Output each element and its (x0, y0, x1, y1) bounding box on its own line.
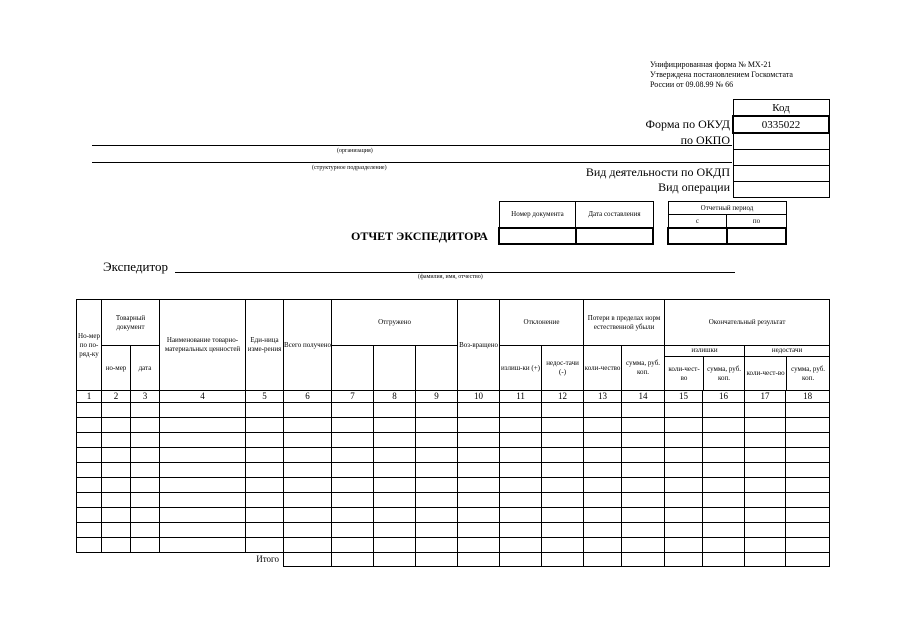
table-cell[interactable] (374, 403, 416, 418)
table-cell[interactable] (745, 418, 786, 433)
table-cell[interactable] (703, 463, 745, 478)
table-cell[interactable] (284, 478, 332, 493)
table-cell[interactable] (246, 403, 284, 418)
table-cell[interactable] (374, 478, 416, 493)
table-cell[interactable] (160, 493, 246, 508)
table-cell[interactable] (745, 448, 786, 463)
period-table (667, 201, 787, 245)
table-cell[interactable] (332, 463, 374, 478)
h-shipped-2[interactable] (374, 346, 416, 391)
total-row (77, 553, 830, 567)
table-cell[interactable] (745, 403, 786, 418)
table-cell[interactable] (542, 478, 584, 493)
org-extra-cell[interactable] (733, 150, 829, 166)
table-cell[interactable] (102, 418, 131, 433)
table-cell[interactable] (786, 478, 830, 493)
table-cell[interactable] (458, 403, 500, 418)
table-cell[interactable] (160, 403, 246, 418)
table-cell[interactable] (542, 463, 584, 478)
table-cell[interactable] (745, 433, 786, 448)
total-cell[interactable] (584, 553, 622, 567)
table-cell[interactable] (458, 538, 500, 553)
total-cell[interactable] (416, 553, 458, 567)
table-cell[interactable] (665, 493, 703, 508)
table-cell[interactable] (160, 508, 246, 523)
table-cell[interactable] (786, 403, 830, 418)
table-cell[interactable] (246, 463, 284, 478)
table-cell[interactable] (374, 463, 416, 478)
table-cell[interactable] (246, 493, 284, 508)
period-label: Отчетный период (668, 202, 786, 215)
table-cell[interactable] (458, 463, 500, 478)
column-number: 12 (542, 391, 584, 403)
table-cell[interactable] (542, 493, 584, 508)
table-cell[interactable] (542, 418, 584, 433)
table-cell[interactable] (786, 538, 830, 553)
table-cell[interactable] (332, 418, 374, 433)
period-to-cell[interactable] (727, 228, 786, 244)
table-cell[interactable] (246, 418, 284, 433)
okdp-label: Вид деятельности по ОКДП (585, 165, 730, 179)
table-cell[interactable] (665, 508, 703, 523)
table-cell[interactable] (542, 523, 584, 538)
table-cell[interactable] (703, 493, 745, 508)
table-cell[interactable] (786, 493, 830, 508)
table-cell[interactable] (416, 493, 458, 508)
table-cell[interactable] (77, 433, 102, 448)
total-cell[interactable] (374, 553, 416, 567)
h-shipped: Отгружено (332, 300, 458, 346)
table-cell[interactable] (416, 448, 458, 463)
table-cell[interactable] (745, 523, 786, 538)
table-cell[interactable] (665, 538, 703, 553)
table-cell[interactable] (416, 523, 458, 538)
table-cell[interactable] (374, 433, 416, 448)
table-cell[interactable] (584, 523, 622, 538)
column-number: 17 (745, 391, 786, 403)
table-cell[interactable] (665, 433, 703, 448)
doc-number-label: Номер документа (499, 202, 576, 228)
code-header: Код (733, 100, 829, 117)
table-cell[interactable] (500, 403, 542, 418)
table-cell[interactable] (786, 418, 830, 433)
table-cell[interactable] (102, 508, 131, 523)
column-number: 18 (786, 391, 830, 403)
h-doc-num: но-мер (102, 346, 131, 391)
table-cell[interactable] (542, 403, 584, 418)
table-cell[interactable] (77, 448, 102, 463)
h-unit: Еди-ница изме-рения (246, 300, 284, 391)
table-cell[interactable] (332, 508, 374, 523)
table-cell[interactable] (584, 463, 622, 478)
table-cell[interactable] (284, 508, 332, 523)
table-cell[interactable] (131, 418, 160, 433)
table-row (77, 403, 830, 418)
table-row (77, 523, 830, 538)
table-cell[interactable] (131, 493, 160, 508)
h-final-shortage-group (745, 346, 830, 391)
table-cell[interactable] (786, 448, 830, 463)
doc-date-label: Дата составления (576, 202, 653, 228)
h-doc-date: дата (131, 346, 160, 391)
column-number: 9 (416, 391, 458, 403)
table-cell[interactable] (665, 463, 703, 478)
table-row (77, 478, 830, 493)
table-cell[interactable] (703, 478, 745, 493)
table-cell[interactable] (131, 433, 160, 448)
column-number: 13 (584, 391, 622, 403)
column-number: 7 (332, 391, 374, 403)
table-cell[interactable] (703, 448, 745, 463)
table-cell[interactable] (131, 463, 160, 478)
form-approval: Утверждена постановлением Госкомстата (650, 70, 793, 79)
table-row (77, 538, 830, 553)
period-from-cell[interactable] (668, 228, 727, 244)
table-cell[interactable] (786, 508, 830, 523)
h-final-surplus-sum: сумма, руб. коп. (707, 364, 742, 382)
column-number: 10 (458, 391, 500, 403)
doc-number-cell[interactable] (499, 228, 576, 244)
total-cell[interactable] (284, 553, 332, 567)
table-cell[interactable] (500, 418, 542, 433)
table-cell[interactable] (131, 508, 160, 523)
table-cell[interactable] (160, 538, 246, 553)
table-cell[interactable] (416, 538, 458, 553)
column-number: 3 (131, 391, 160, 403)
table-cell[interactable] (332, 538, 374, 553)
table-cell[interactable] (374, 448, 416, 463)
period-from-label: с (668, 215, 727, 228)
table-cell[interactable] (703, 508, 745, 523)
table-cell[interactable] (77, 478, 102, 493)
table-cell[interactable] (160, 478, 246, 493)
table-cell[interactable] (500, 493, 542, 508)
table-cell[interactable] (284, 463, 332, 478)
table-cell[interactable] (284, 433, 332, 448)
table-cell[interactable] (416, 508, 458, 523)
table-row (77, 433, 830, 448)
table-cell[interactable] (246, 538, 284, 553)
table-cell[interactable] (102, 448, 131, 463)
table-cell[interactable] (703, 433, 745, 448)
table-cell[interactable] (665, 403, 703, 418)
form-approval-date: России от 09.08.99 № 66 (650, 80, 734, 89)
table-cell[interactable] (284, 403, 332, 418)
table-cell[interactable] (102, 478, 131, 493)
form-number: Унифицированная форма № МХ-21 (650, 60, 772, 69)
table-cell[interactable] (332, 523, 374, 538)
table-cell[interactable] (584, 448, 622, 463)
table-cell[interactable] (131, 478, 160, 493)
table-cell[interactable] (416, 418, 458, 433)
table-cell[interactable] (160, 433, 246, 448)
h-final-surplus-qty: коли-чест-во (665, 357, 704, 390)
table-cell[interactable] (160, 448, 246, 463)
table-cell[interactable] (745, 493, 786, 508)
h-final: Окончательный результат (665, 300, 830, 346)
table-cell[interactable] (622, 523, 665, 538)
table-cell[interactable] (458, 493, 500, 508)
table-cell[interactable] (542, 448, 584, 463)
table-cell[interactable] (500, 538, 542, 553)
h-shortage: недос-тачи (-) (542, 346, 584, 391)
table-cell[interactable] (102, 463, 131, 478)
table-cell[interactable] (332, 448, 374, 463)
document-meta-table (498, 201, 654, 245)
table-cell[interactable] (77, 403, 102, 418)
table-cell[interactable] (665, 448, 703, 463)
table-cell[interactable] (500, 448, 542, 463)
total-cell[interactable] (745, 553, 786, 567)
total-cell[interactable] (786, 553, 830, 567)
h-returned: Воз-вращено (458, 300, 500, 391)
organization-line[interactable] (92, 145, 732, 146)
table-cell[interactable] (332, 403, 374, 418)
table-cell[interactable] (665, 418, 703, 433)
operation-code-cell[interactable] (733, 182, 829, 198)
table-cell[interactable] (284, 493, 332, 508)
h-losses: Потери в пределах норм естественной убыли (584, 300, 665, 346)
form-header (650, 60, 793, 90)
table-cell[interactable] (622, 478, 665, 493)
table-cell[interactable] (246, 508, 284, 523)
table-cell[interactable] (500, 433, 542, 448)
h-final-surplus: излишки (665, 346, 744, 357)
expeditor-label: Экспедитор (103, 259, 168, 274)
h-surplus: излиш-ки (+) (500, 346, 542, 391)
table-cell[interactable] (622, 403, 665, 418)
table-row (77, 463, 830, 478)
column-numbers-row (77, 391, 830, 403)
total-cell[interactable] (622, 553, 665, 567)
h-loss-sum: сумма, руб. коп. (622, 346, 665, 391)
table-cell[interactable] (246, 523, 284, 538)
table-cell[interactable] (786, 433, 830, 448)
table-cell[interactable] (622, 493, 665, 508)
table-cell[interactable] (703, 403, 745, 418)
table-cell[interactable] (745, 508, 786, 523)
table-cell[interactable] (102, 493, 131, 508)
expeditor-caption: (фамилия, имя, отчество) (418, 274, 483, 280)
table-cell[interactable] (458, 523, 500, 538)
h-final-surplus-group (665, 346, 745, 391)
column-number: 16 (703, 391, 745, 403)
operation-label: Вид операции (658, 180, 730, 194)
table-cell[interactable] (458, 433, 500, 448)
table-cell[interactable] (584, 418, 622, 433)
table-cell[interactable] (745, 538, 786, 553)
table-cell[interactable] (416, 403, 458, 418)
table-cell[interactable] (131, 538, 160, 553)
table-cell[interactable] (584, 493, 622, 508)
table-cell[interactable] (542, 433, 584, 448)
h-deviation: Отклонение (500, 300, 584, 346)
table-cell[interactable] (102, 523, 131, 538)
table-cell[interactable] (77, 493, 102, 508)
okpo-code-cell[interactable] (733, 133, 829, 150)
column-number: 6 (284, 391, 332, 403)
period-to-label: по (727, 215, 786, 228)
table-row (77, 448, 830, 463)
table-cell[interactable] (458, 418, 500, 433)
table-cell[interactable] (131, 403, 160, 418)
table-cell[interactable] (102, 433, 131, 448)
table-cell[interactable] (77, 418, 102, 433)
table-cell[interactable] (500, 508, 542, 523)
h-final-shortage-sum: сумма, руб. коп. (791, 364, 826, 382)
table-cell[interactable] (622, 433, 665, 448)
table-cell[interactable] (622, 538, 665, 553)
table-cell[interactable] (77, 538, 102, 553)
table-cell[interactable] (374, 538, 416, 553)
okud-code-cell: 0335022 (733, 116, 829, 133)
table-cell[interactable] (622, 448, 665, 463)
table-cell[interactable] (374, 493, 416, 508)
table-cell[interactable] (77, 508, 102, 523)
table-cell[interactable] (246, 433, 284, 448)
table-cell[interactable] (500, 523, 542, 538)
table-cell[interactable] (745, 463, 786, 478)
table-cell[interactable] (131, 523, 160, 538)
table-row (77, 418, 830, 433)
table-cell[interactable] (458, 448, 500, 463)
table-cell[interactable] (284, 538, 332, 553)
table-cell[interactable] (77, 463, 102, 478)
column-number: 2 (102, 391, 131, 403)
column-number: 14 (622, 391, 665, 403)
table-cell[interactable] (332, 478, 374, 493)
table-cell[interactable] (284, 448, 332, 463)
total-cell[interactable] (703, 553, 745, 567)
h-total-received: Всего получено (284, 300, 332, 391)
column-number: 15 (665, 391, 703, 403)
table-cell[interactable] (102, 403, 131, 418)
total-cell[interactable] (332, 553, 374, 567)
table-cell[interactable] (284, 523, 332, 538)
table-cell[interactable] (332, 433, 374, 448)
report-table (76, 299, 830, 567)
code-table (732, 99, 830, 198)
subdivision-line[interactable] (92, 162, 732, 163)
table-cell[interactable] (584, 538, 622, 553)
table-cell[interactable] (246, 448, 284, 463)
table-cell[interactable] (374, 523, 416, 538)
table-cell[interactable] (160, 463, 246, 478)
table-cell[interactable] (703, 523, 745, 538)
table-cell[interactable] (584, 508, 622, 523)
table-cell[interactable] (160, 523, 246, 538)
table-cell[interactable] (458, 508, 500, 523)
column-number: 5 (246, 391, 284, 403)
organization-caption: (организация) (337, 148, 373, 154)
expeditor-line[interactable] (175, 272, 735, 273)
subdivision-caption: (структурное подразделение) (312, 165, 387, 171)
table-cell[interactable] (622, 463, 665, 478)
table-cell[interactable] (745, 478, 786, 493)
table-cell[interactable] (416, 478, 458, 493)
table-cell[interactable] (665, 523, 703, 538)
table-row (77, 493, 830, 508)
h-final-shortage: недостачи (745, 346, 829, 357)
column-number: 11 (500, 391, 542, 403)
column-number: 4 (160, 391, 246, 403)
table-cell[interactable] (703, 538, 745, 553)
h-loss-quantity: коли-чество (584, 346, 622, 391)
table-cell[interactable] (584, 478, 622, 493)
table-cell[interactable] (786, 523, 830, 538)
table-cell[interactable] (703, 418, 745, 433)
table-cell[interactable] (332, 493, 374, 508)
table-row (77, 508, 830, 523)
h-final-shortage-qty: коли-чест-во (745, 357, 787, 390)
table-cell[interactable] (374, 508, 416, 523)
table-cell[interactable] (77, 523, 102, 538)
total-label: Итого (256, 554, 280, 565)
table-cell[interactable] (542, 508, 584, 523)
table-cell[interactable] (665, 478, 703, 493)
document-title: ОТЧЕТ ЭКСПЕДИТОРА (351, 229, 488, 243)
table-cell[interactable] (584, 403, 622, 418)
table-cell[interactable] (416, 463, 458, 478)
table-cell[interactable] (284, 418, 332, 433)
table-cell[interactable] (786, 463, 830, 478)
table-cell[interactable] (500, 478, 542, 493)
table-cell[interactable] (131, 448, 160, 463)
table-cell[interactable] (246, 478, 284, 493)
okud-label: Форма по ОКУД (645, 117, 730, 131)
h-shipped-3[interactable] (416, 346, 458, 391)
doc-date-cell[interactable] (576, 228, 653, 244)
table-cell[interactable] (622, 508, 665, 523)
h-shipped-1[interactable] (332, 346, 374, 391)
column-number: 1 (77, 391, 102, 403)
total-cell[interactable] (500, 553, 542, 567)
okdp-code-cell[interactable] (733, 166, 829, 182)
table-cell[interactable] (416, 433, 458, 448)
table-cell[interactable] (542, 538, 584, 553)
table-cell[interactable] (500, 463, 542, 478)
h-number: Но-мер по по-ряд-ку (77, 300, 102, 391)
table-cell[interactable] (622, 418, 665, 433)
table-cell[interactable] (458, 478, 500, 493)
table-cell[interactable] (374, 418, 416, 433)
table-cell[interactable] (584, 433, 622, 448)
total-cell[interactable] (458, 553, 500, 567)
okpo-label: по ОКПО (680, 133, 730, 147)
total-cell[interactable] (665, 553, 703, 567)
total-cell[interactable] (542, 553, 584, 567)
table-cell[interactable] (160, 418, 246, 433)
column-number: 8 (374, 391, 416, 403)
h-commodity-doc: Товарный документ (102, 300, 160, 346)
table-cell[interactable] (102, 538, 131, 553)
h-name: Наименование товарно-материальных ценностей (160, 300, 246, 391)
